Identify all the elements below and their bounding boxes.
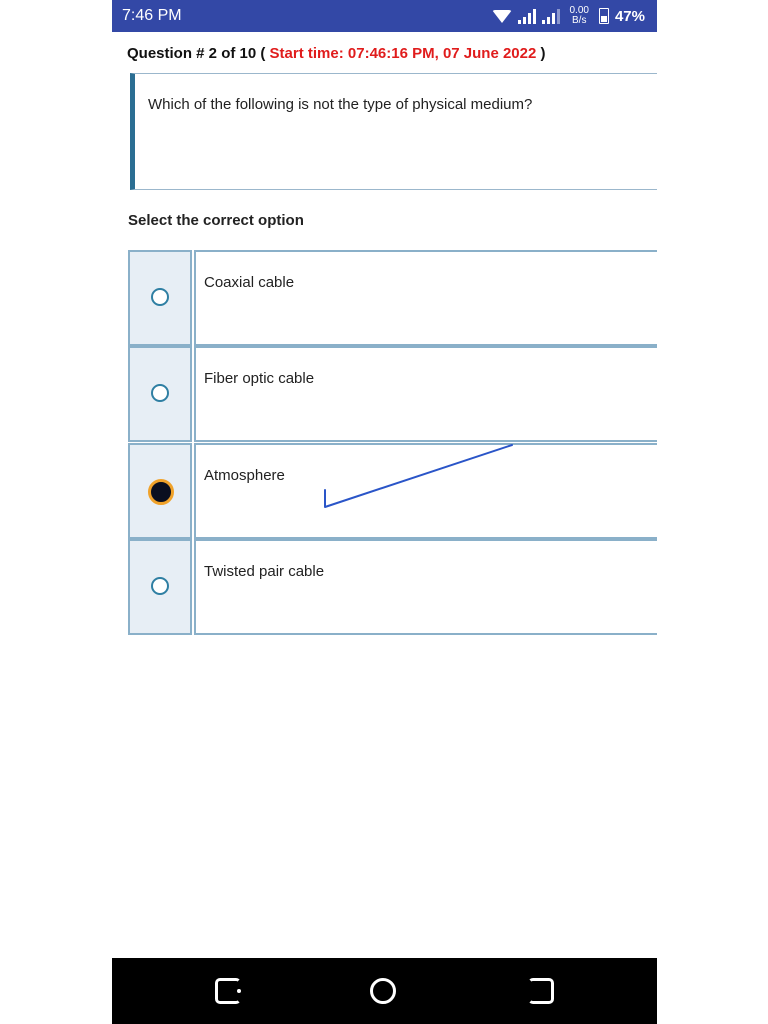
question-counter: Question # 2 of 10 ( xyxy=(127,45,266,62)
option-label: Fiber optic cable xyxy=(204,370,315,387)
wifi-icon xyxy=(492,10,512,23)
option-fiber-optic-cable[interactable] xyxy=(128,346,657,442)
home-icon[interactable] xyxy=(370,978,396,1004)
radio-button[interactable] xyxy=(151,577,169,595)
net-speed-value: 0.00 xyxy=(569,5,589,16)
net-speed-unit: B/s xyxy=(572,15,587,26)
question-text: Which of the following is not the type of physical medium? xyxy=(148,96,533,113)
signal-icon xyxy=(518,8,536,24)
recent-apps-icon[interactable] xyxy=(215,978,241,1004)
option-text-cell[interactable] xyxy=(194,539,657,635)
status-bar xyxy=(112,0,657,32)
navigation-bar xyxy=(112,958,657,1024)
option-label: Coaxial cable xyxy=(204,274,295,291)
radio-button[interactable] xyxy=(151,384,169,402)
option-label: Atmosphere xyxy=(204,467,285,484)
status-time: 7:46 PM xyxy=(122,7,182,24)
option-radio-cell[interactable] xyxy=(128,346,192,442)
net-speed xyxy=(570,6,589,26)
battery-icon xyxy=(599,8,609,24)
back-icon[interactable] xyxy=(528,978,554,1004)
battery-percent: 47% xyxy=(614,7,645,25)
option-text-cell[interactable] xyxy=(194,250,657,346)
option-label: Twisted pair cable xyxy=(204,563,325,580)
option-coaxial-cable[interactable] xyxy=(128,250,657,346)
option-radio-cell[interactable] xyxy=(128,539,192,635)
option-radio-cell[interactable] xyxy=(128,250,192,346)
question-counter-close: ) xyxy=(540,45,546,62)
radio-button-selected[interactable] xyxy=(148,479,174,505)
question-header xyxy=(127,45,546,62)
signal-icon xyxy=(542,8,560,24)
start-time: Start time: 07:46:16 PM, 07 June 2022 xyxy=(269,45,537,62)
option-twisted-pair-cable[interactable] xyxy=(128,539,657,635)
radio-button[interactable] xyxy=(151,288,169,306)
question-box xyxy=(130,73,657,190)
select-label: Select the correct option xyxy=(128,212,304,229)
option-text-cell[interactable] xyxy=(194,346,657,442)
option-atmosphere[interactable] xyxy=(128,443,657,539)
option-radio-cell[interactable] xyxy=(128,443,192,539)
option-text-cell[interactable] xyxy=(194,443,657,539)
status-icons xyxy=(492,4,646,28)
phone-screen xyxy=(112,0,657,1024)
